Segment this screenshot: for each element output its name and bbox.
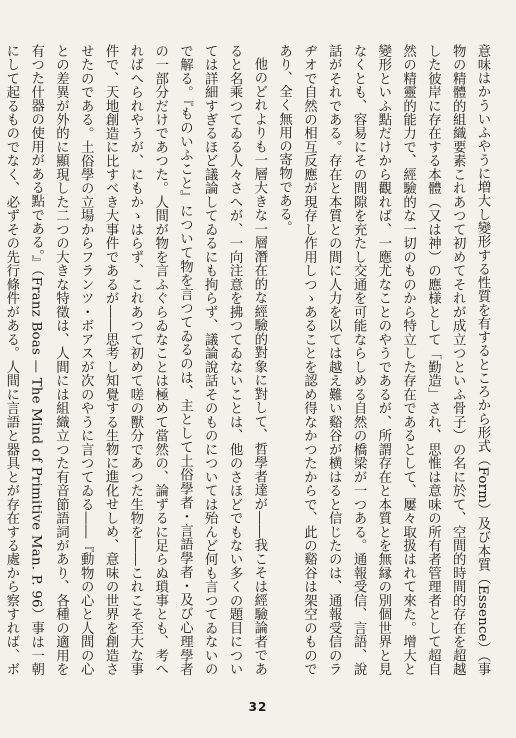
paragraph-1: 意味はかういふやうに増大し變形する性質を有するところから形式（Form）及び本質（Essence）（事物の精體的組織要素これあつて初めてそれが成立つといふ骨子）の名に於て、空間的時間的存在を超越した彼岸に存在する本體（又は神）の應様として「勤造」され、思惟は意味の所有者管理者として超自然の精靈的能力で、經驗的な一切のものから特立した存在であるとして、屢々取扱はれて來た。增大と變形といふ點だけから觀れば、一應尤なことのやうであるが、所謂存在と本質とを無縁の別個世界と見なくとも、容易にその間隙を充たし交通を可能ならしめる自然の橋梁が一つある。通報受信、言語、說話がそれである。存在と本質との間に人力を以ては越え難い谿谷が横はると信じたのは、通報受信のラヂオで自然の相互反應が現存し作用しつゝあることを認め得なかつたからで、此の谿谷は架空のものであり、全く無用の寄物である。 xyxy=(276,44,490,676)
paragraph-2: 他のどれよりも一層大きな一層潛在的な經驗的對象に對して、哲學者達が――我こそは經驗論者であると名乘つてゐる人々さへが、一向注意を拂つてゐないことは、他のさほどでもない多くの題目については詳細すぎるほど議論してゐるにも拘らず、議論說話そのものについては殆んど何も言つてゐないので解る。『ものいふこと』について物を言つてゐるのは、主として土俗學者・言語學者・及び心理學者の一部分だけであつた。人間が物を言ふぐらゐなことは極めて當然の、論ずるに足らぬ瑣事とも、考へればへられやうが、にもかゝはらず、これあつて初めて嗟の獸分であつた生物を――これこそ至大な事件で、天地創造に比すべき大事件であるが――思考し知覺する生物に進化せしめ、意味の世界を創造させたのである。土俗學の立場からフランツ・ボアスが次のやうに言つてゐる――『動物の心と人間の心との差異が外的に顯現した二つの大きな特徵は、人間には組織立つた有音節語詞があり、各種の適用を有つた什器の使用がある點である。』（Franz Boas — The Mind of Primitive Man. P. 96）事は一朝にして起るものでなく、必ずその先行條件がある。人間に言語と器具とが存在する處から察すれば、ボ xyxy=(3,44,267,676)
vertical-text-body xyxy=(3,44,494,676)
page-number: 32 xyxy=(248,700,268,714)
